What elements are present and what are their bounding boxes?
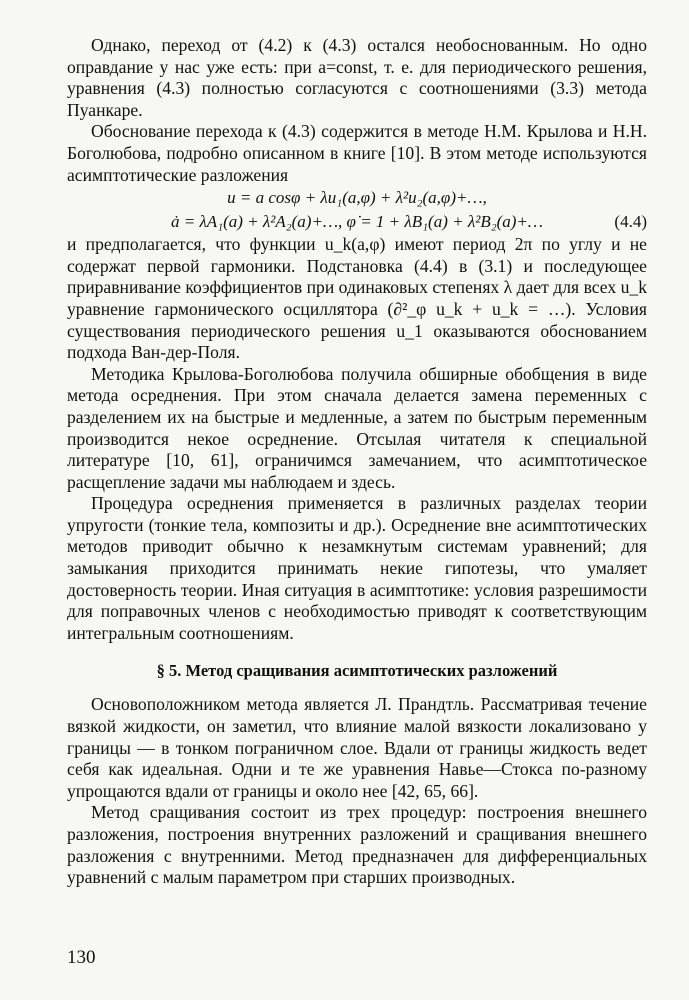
paragraph: Процедура осреднения применяется в различных разделах теории упругости (тонкие тела, композиты и др.). Осреднение вне асимптотических методов приводит обычно к незамкнутым системам уравнений; для замыкания приходится принимать некие гипотезы, что умаляет достоверность теории. Иная ситуация в асимптотике: условия разрешимости для поправочных членов с необходимостью приводят к соответствующим интегральным соотношениям. xyxy=(67,493,647,643)
page-content xyxy=(67,35,647,889)
equation-text: u = a cosφ + λu₁(a,φ) + λ²u₂(a,φ)+…, xyxy=(227,188,487,208)
equation-number: (4.4) xyxy=(614,212,647,232)
paragraph: Основоположником метода является Л. Прандтль. Рассматривая течение вязкой жидкости, он заметил, что влияние малой вязкости локализовано у границы — в тонком пограничном слое. Вдали от границы жидкость ведет себя как идеальная. Одни и те же уравнения Навье—Стокса по-разному упрощаются вдали от границы и около нее [42, 65, 66]. xyxy=(67,694,647,801)
paragraph: Обоснование перехода к (4.3) содержится в методе Н.М. Крылова и Н.Н. Боголюбова, подробно описанном в книге [10]. В этом методе используются асимптотические разложения xyxy=(67,121,647,185)
section-title: § 5. Метод сращивания асимптотических разложений xyxy=(156,661,558,681)
paragraph: Методика Крылова-Боголюбова получила обширные обобщения в виде метода осреднения. При этом сначала делается замена переменных с разделением их на быстрые и медленные, а затем по быстрым переменным производится некое осреднение. Отсылая читателя к специальной литературе [10, 61], ограничимся замечанием, что асимптотическое расщепление задачи мы наблюдаем и здесь. xyxy=(67,363,647,492)
paragraph: и предполагается, что функции u_k(a,φ) имеют период 2π по углу и не содержат первой гармоники. Подстановка (4.4) в (3.1) и последующее приравнивание коэффициентов при одинаковых степенях λ дает для всех u_k уравнение гармонического осциллятора (∂²_φ u_k + u_k = …). Условия существования периодического решения u_1 оказываются обоснованием подхода Ван-дер-Поля. xyxy=(67,234,647,363)
equation-line-2 xyxy=(67,210,647,234)
equation-text: ȧ = λA₁(a) + λ²A₂(a)+…, φ̇ = 1 + λB₁(a) + λ²B₂(a)+… xyxy=(170,212,544,232)
paragraph: Однако, переход от (4.2) к (4.3) остался необоснованным. Но одно оправдание у нас уже есть: при a=const, т. е. для периодического решения, уравнения (4.3) полностью согласуются с соотношениями (3.3) метода Пуанкаре. xyxy=(67,35,647,120)
paragraph: Метод сращивания состоит из трех процедур: построения внешнего разложения, построения внутренних разложений и сращивания внешнего разложения с внутренними. Метод предназначен для дифференциальных уравнений с малым параметром при старших производных. xyxy=(67,802,647,888)
equation-line-1 xyxy=(67,186,647,210)
page-number: 130 xyxy=(67,947,96,968)
